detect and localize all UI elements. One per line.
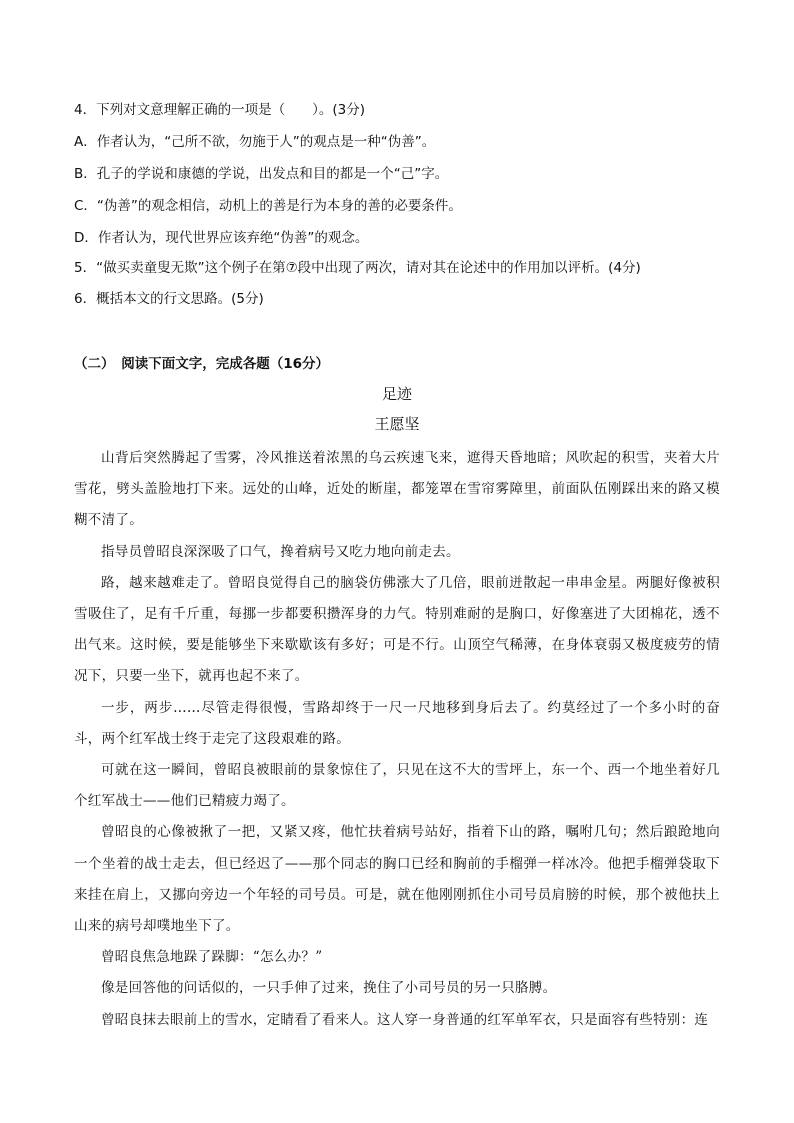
- section-heading: （二） 阅读下面文字，完成各题（16分）: [74, 356, 330, 372]
- article-paragraph: 像是回答他的问话似的，一只手伸了过来，挽住了小司号员的另一只胳膊。: [101, 980, 557, 997]
- article-paragraph: 可就在这一瞬间，曾昭良被眼前的景象惊住了，只见在这不大的雪坪上，东一个、西一个地坐着好几个红军战士——他们已精疲力竭了。: [74, 762, 720, 810]
- option-a: A．作者认为，“己所不欲，勿施于人”的观点是一种“伪善”。: [74, 134, 436, 150]
- article-paragraph: 指导员曾昭良深深吸了口气，搀着病号又吃力地向前走去。: [101, 543, 460, 560]
- question-5: 5．“做买卖童叟无欺”这个例子在第⑦段中出现了两次，请对其在论述中的作用加以评析。(4分): [74, 260, 641, 276]
- article-body: [74, 443, 720, 1036]
- option-c: C．“伪善”的观念相信，动机上的善是行为本身的善的必要条件。: [74, 198, 462, 214]
- article-title: 足迹: [381, 385, 412, 403]
- article-paragraph: 路，越来越难走了。曾昭良觉得自己的脑袋仿佛涨大了几倍，眼前迸散起一串串金星。两腿好像被积雪吸住了，足有千斤重，每挪一步都要积攒浑身的力气。特别难耐的是胸口，好像塞进了大团棉花，透不出气来。这时候，要是能够坐下来歇歇该有多好；可是不行。山顶空气稀薄，在身体衰弱又极度疲劳的情况下，只要一坐下，就再也起不来了。: [74, 574, 720, 685]
- option-d: D．作者认为，现代世界应该弃绝“伪善”的观念。: [74, 230, 369, 246]
- article-paragraph: 曾昭良的心像被揪了一把，又紧又疼，他忙扶着病号站好，指着下山的路，嘱咐几句；然后踉跄地向一个坐着的战士走去，但已经迟了——那个同志的胸口已经和胸前的手榴弹一样冰冷。他把手榴弹袋取下来挂在肩上，又挪向旁边一个年轻的司号员。可是，就在他刚刚抓住小司号员肩膀的时候，那个被他扶上山来的病号却噗地坐下了。: [74, 824, 720, 935]
- question-6: 6．概括本文的行文思路。(5分): [74, 291, 264, 307]
- option-b: B．孔子的学说和康德的学说，出发点和目的都是一个“己”字。: [74, 166, 449, 182]
- question-4: 4．下列对文意理解正确的一项是（ ）。(3分): [74, 102, 365, 118]
- article-paragraph: 曾昭良抹去眼前上的雪水，定睛看了看来人。这人穿一身普通的红军单军衣，只是面容有些特别：连: [101, 1011, 709, 1028]
- article-paragraph: 曾昭良焦急地跺了跺脚：“怎么办？”: [101, 949, 323, 966]
- article-author: 王愿坚: [374, 415, 420, 433]
- article-paragraph: 一步，两步……尽管走得很慢，雪路却终于一尺一尺地移到身后去了。约莫经过了一个多小时的奋斗，两个红军战士终于走完了这段艰难的路。: [74, 699, 720, 747]
- article-paragraph: 山背后突然腾起了雪雾，冷风推送着浓黑的乌云疾速飞来，遮得天昏地暗；风吹起的积雪，夹着大片雪花，劈头盖脸地打下来。远处的山峰，近处的断崖，都笼罩在雪帘雾障里，前面队伍刚踩出来的路又模糊不清了。: [74, 450, 720, 529]
